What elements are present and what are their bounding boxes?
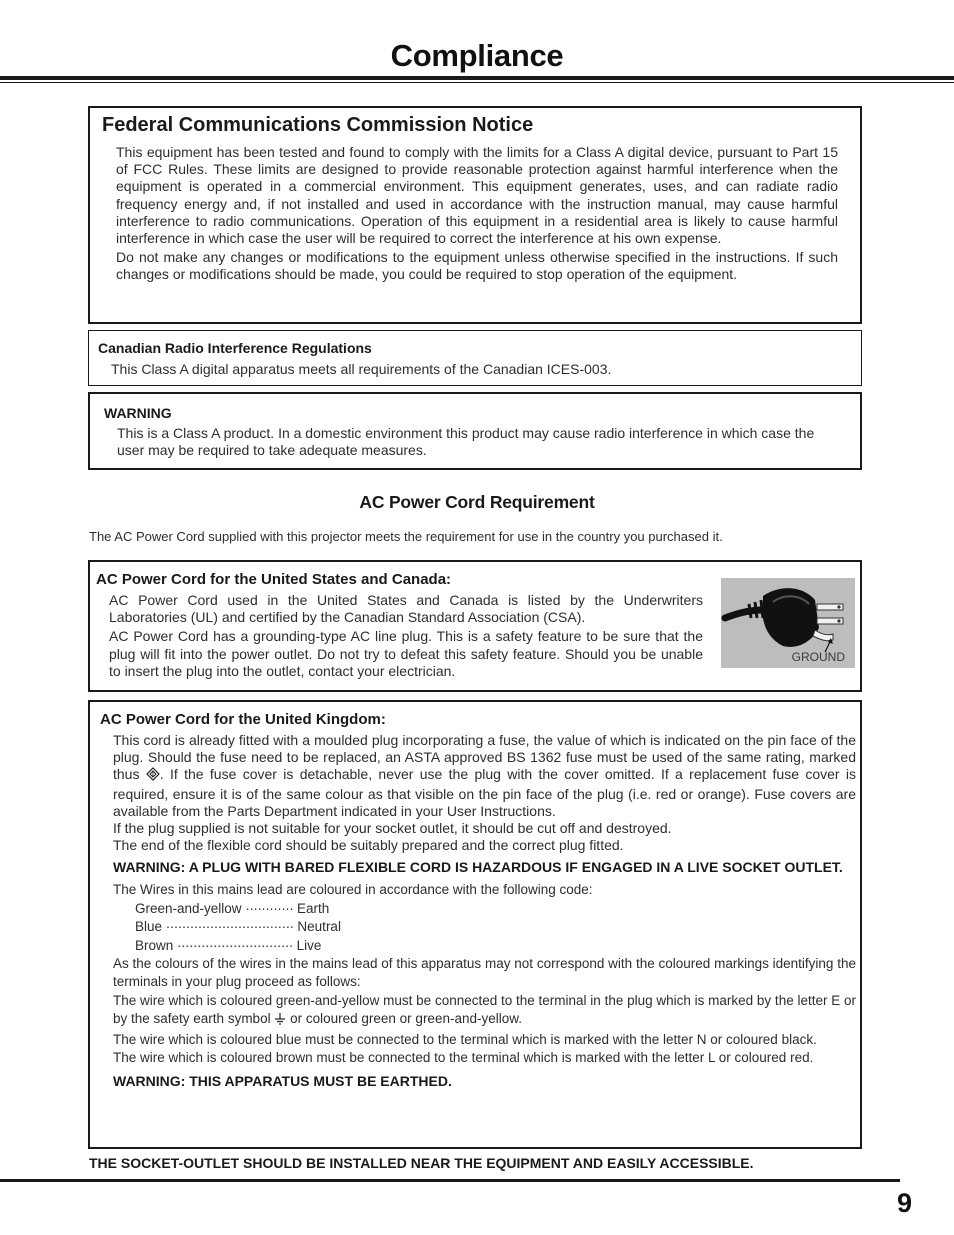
asta-mark-icon xyxy=(146,767,160,785)
us-canada-body xyxy=(109,592,703,682)
us-canada-cord-box xyxy=(88,560,862,692)
fcc-paragraph-2: Do not make any changes or modifications to the equipment unless otherwise specified in the instructions. If such changes or modifications should be made, you could be required to stop operation of the equipment. xyxy=(116,249,838,283)
warning-heading: WARNING xyxy=(104,405,172,421)
class-a-warning-box xyxy=(88,392,862,470)
footer-rule xyxy=(0,1179,900,1182)
wire-code-row xyxy=(113,918,856,936)
uk-paragraph-2: If the plug supplied is not suitable for your socket outlet, it should be cut off and destroyed. xyxy=(113,820,672,837)
uk-p1-part-b: . If the fuse cover is detachable, never use the plug with the cover omitted. If a replacement fuse cover is required, ensure it is of the same colour as that visible on the pin face of the plug (i.e. red or orange). Fuse covers are available from the Parts Department indicated in your User Instructions. xyxy=(113,766,856,819)
fcc-body xyxy=(116,144,838,286)
canadian-heading: Canadian Radio Interference Regulations xyxy=(98,340,372,356)
wire-meaning: Live xyxy=(296,937,322,953)
wire-leader: ····························· xyxy=(177,937,293,953)
us-canada-paragraph-1: AC Power Cord used in the United States and Canada is listed by the Underwriters Laboratories (UL) and certified by the Canadian Standard Association (CSA). xyxy=(109,592,703,626)
header-rule xyxy=(0,76,954,80)
canadian-regulations-box xyxy=(88,330,862,386)
wire-code-row xyxy=(113,937,856,955)
uk-p1-part-a: This cord is already fitted with a moulded plug incorporating a fuse, the value of which is indicated on the pin face of the plug. Should the fuse need to be replaced, an ASTA approved BS 1362 fuse must be used of the same rating, marked thus xyxy=(113,732,856,783)
wire-colour: Blue xyxy=(135,919,163,935)
us-canada-heading: AC Power Cord for the United States and Canada: xyxy=(96,571,452,588)
socket-outlet-note: THE SOCKET-OUTLET SHOULD BE INSTALLED NEAR THE EQUIPMENT AND EASILY ACCESSIBLE. xyxy=(89,1155,754,1171)
uk-p5-part-a: The wire which is coloured green-and-yellow must be connected to the terminal in the plug which is marked by the letter E or by the safety earth symbol xyxy=(113,992,856,1027)
uk-paragraph-4: As the colours of the wires in the mains lead of this apparatus may not correspond with the coloured markings identifying the terminals in your plug proceed as follows: xyxy=(113,956,856,990)
wire-meaning: Neutral xyxy=(297,919,341,935)
wire-colour: Green-and-yellow xyxy=(135,900,242,916)
wire-leader: ································ xyxy=(165,919,294,935)
uk-heading: AC Power Cord for the United Kingdom: xyxy=(100,711,386,728)
wire-meaning: Earth xyxy=(297,900,330,916)
wire-colour: Brown xyxy=(135,937,174,953)
fcc-paragraph-1: This equipment has been tested and found to comply with the limits for a Class A digital device, pursuant to Part 15 of FCC Rules. These limits are designed to provide reasonable protection against harmful interference when the equipment is operated in a commercial environment. This equipment generates, uses, and can radiate radio frequency energy and, if not installed and used in accordance with the instruction manual, may cause harmful interference to radio communications. Operation of this equipment in a residential area is likely to cause harmful interference in which case the user will be required to correct the interference at his own expense. xyxy=(116,144,838,247)
header-rule-thin xyxy=(0,82,954,83)
page-number: 9 xyxy=(897,1188,913,1218)
uk-p5-part-b: or coloured green or green-and-yellow. xyxy=(290,1011,522,1027)
uk-body xyxy=(113,732,856,1089)
warning-text: This is a Class A product. In a domestic environment this product may cause radio interference in which case the user may be required to take adequate measures. xyxy=(117,425,815,459)
fcc-notice-box xyxy=(88,106,862,324)
uk-plug-warning: WARNING: A PLUG WITH BARED FLEXIBLE CORD IS HAZARDOUS IF ENGAGED IN A LIVE SOCKET OUTLET. xyxy=(113,859,843,876)
uk-cord-box xyxy=(88,700,862,1149)
us-canada-paragraph-2: AC Power Cord has a grounding-type AC line plug. This is a safety feature to be sure that the plug will fit into the power outlet. Do not try to defeat this safety feature. Should you be unable to insert the plug into the outlet, contact your electrician. xyxy=(109,628,703,679)
wire-code-row xyxy=(113,900,856,918)
ground-label: GROUND xyxy=(791,650,845,664)
canadian-text: This Class A digital apparatus meets all requirements of the Canadian ICES-003. xyxy=(111,361,612,377)
uk-wires-intro: The Wires in this mains lead are coloured in accordance with the following code: xyxy=(113,882,593,898)
uk-earth-warning: WARNING: THIS APPARATUS MUST BE EARTHED. xyxy=(113,1073,452,1090)
uk-paragraph-3: The end of the flexible cord should be suitably prepared and the correct plug fitted. xyxy=(113,837,624,854)
ac-power-intro: The AC Power Cord supplied with this projector meets the requirement for use in the country you purchased it. xyxy=(89,529,723,544)
uk-paragraph-1 xyxy=(113,732,856,820)
uk-paragraph-6: The wire which is coloured blue must be connected to the terminal which is marked with the letter N or coloured black. xyxy=(113,1031,817,1047)
wire-leader: ············ xyxy=(245,900,294,916)
uk-paragraph-7: The wire which is coloured brown must be connected to the terminal which is marked with the letter L or coloured red. xyxy=(113,1050,814,1066)
ac-power-heading: AC Power Cord Requirement xyxy=(359,492,595,512)
grounding-plug-image xyxy=(721,578,855,668)
fcc-heading: Federal Communications Commission Notice xyxy=(102,114,534,136)
uk-paragraph-5 xyxy=(113,992,856,1031)
earth-symbol-icon xyxy=(274,1012,286,1030)
page-title: Compliance xyxy=(390,38,564,73)
